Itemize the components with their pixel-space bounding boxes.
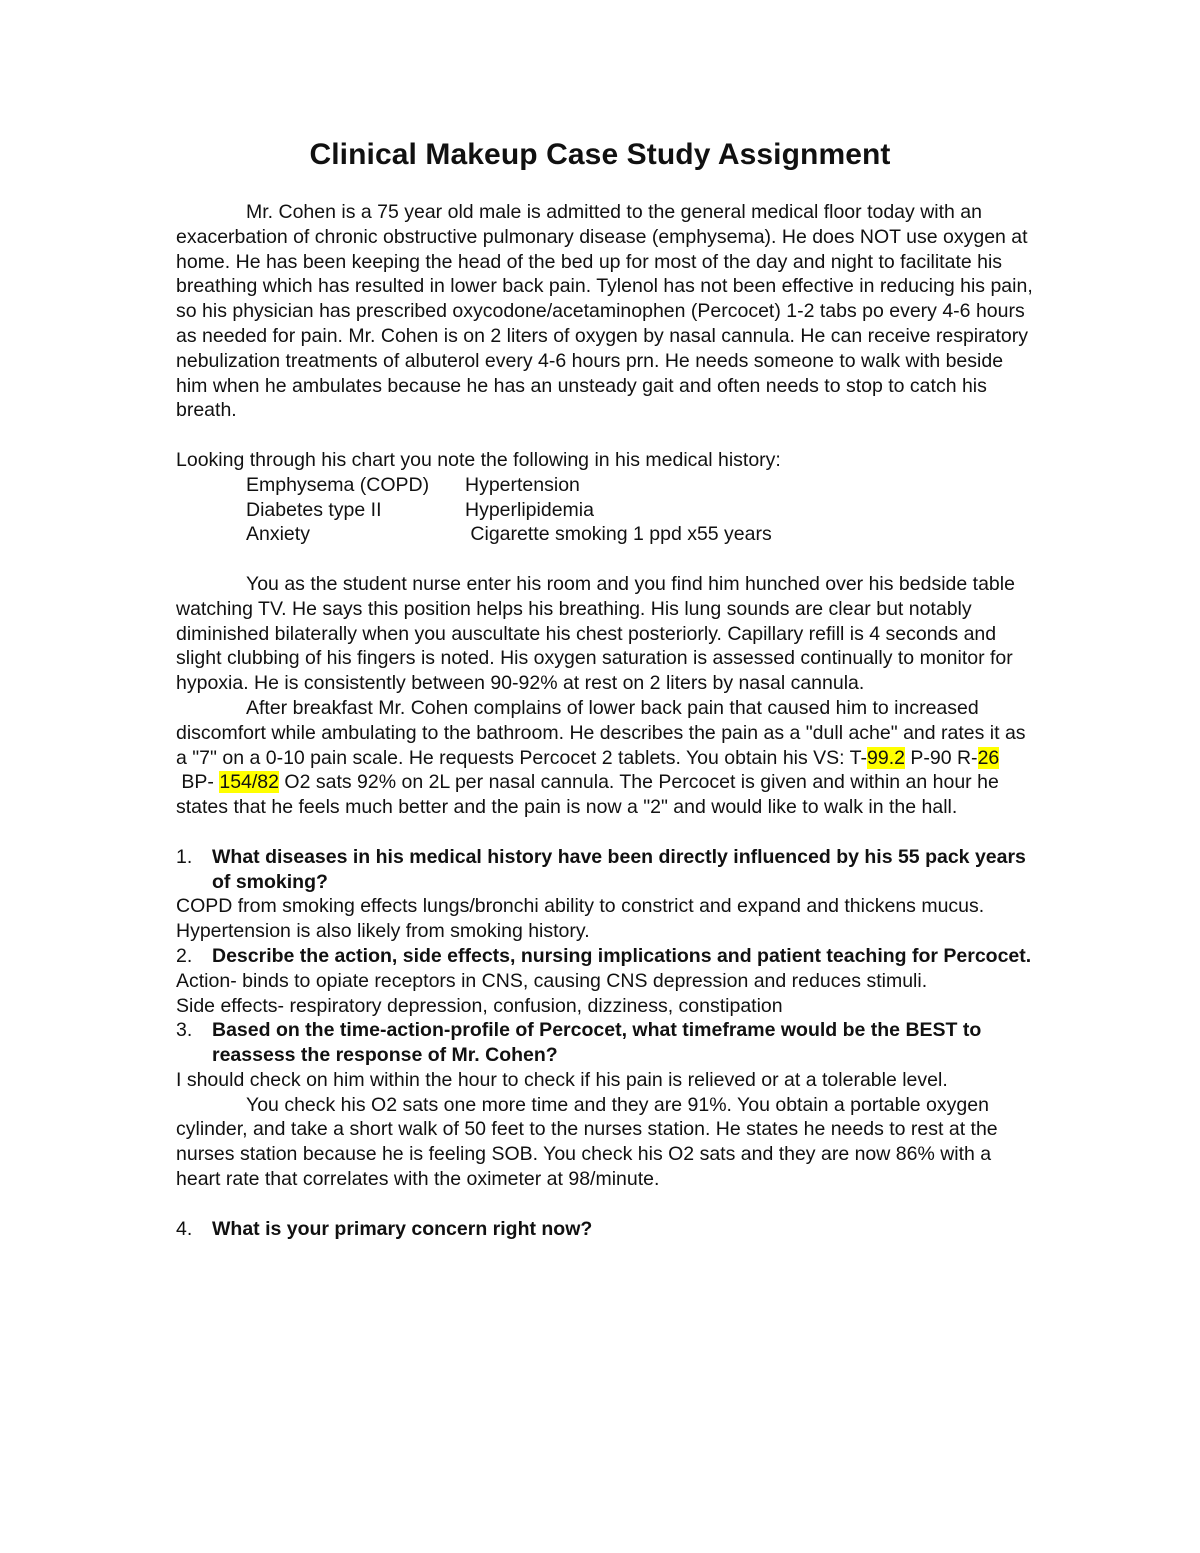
answer-3: I should check on him within the hour to check if his pain is relieved or at a tolerable level. — [176, 1068, 948, 1091]
history-item: Hypertension — [465, 473, 580, 496]
after-text-3: BP- — [176, 771, 220, 794]
question-text: What diseases in his medical history have been directly influenced by his 55 pack years of smoking? — [212, 845, 1026, 893]
question-number: 3. — [176, 1019, 193, 1042]
answer-1: COPD from smoking effects lungs/bronchi ability to constrict and expand and thickens mucus. Hypertension is also likely from smoking history. — [176, 895, 985, 943]
history-lead: Looking through his chart you note the following in his medical history: — [176, 448, 781, 471]
question-text: What is your primary concern right now? — [212, 1217, 593, 1240]
after-text-2: P-90 R- — [904, 746, 978, 769]
question-4 — [176, 1217, 1036, 1242]
question-number: 1. — [176, 845, 193, 868]
spacer — [176, 820, 1036, 845]
history-row — [176, 522, 1036, 547]
spacer — [176, 547, 1036, 572]
question-3 — [176, 1018, 1036, 1068]
question-text: Based on the time-action-profile of Percocet, what timeframe would be the BEST to reassess the response of Mr. Cohen? — [212, 1019, 982, 1067]
history-item: Anxiety — [246, 523, 310, 546]
temp-highlight: 99.2 — [867, 746, 905, 769]
history-row — [176, 498, 1036, 523]
after-text-1: After breakfast Mr. Cohen complains of lower back pain that caused him to increased discomfort while ambulating to the bathroom. He describes the pain as a "dull ache" and rates it as a "7" on a 0-10 pain scale. He requests Percocet 2 tablets. You obtain his VS: T- — [176, 696, 1026, 769]
walk-paragraph: You check his O2 sats one more time and they are 91%. You obtain a portable oxygen cylinder, and take a short walk of 50 feet to the nurses station. He states he needs to rest at the nurses station because he is feeling SOB. You check his O2 sats and they are now 86% with a heart rate that correlates with the oximeter at 98/minute. — [176, 1093, 998, 1191]
question-number: 4. — [176, 1217, 193, 1240]
spacer — [176, 1192, 1036, 1217]
history-item: Emphysema (COPD) — [246, 473, 430, 496]
answer-2-action: Action- binds to opiate receptors in CNS, causing CNS depression and reduces stimuli. — [176, 969, 928, 992]
question-1 — [176, 845, 1036, 895]
question-text: Describe the action, side effects, nursing implications and patient teaching for Percocet. — [212, 944, 1032, 967]
assessment-paragraph: You as the student nurse enter his room and you find him hunched over his bedside table watching TV. He says this position helps his breathing. His lung sounds are clear but notably diminished bilaterally when you auscultate his chest posteriorly. Capillary refill is 4 seconds and slight clubbing of his fingers is noted. His oxygen saturation is assessed continually to monitor for hypoxia. He is consistently between 90-92% at rest on 2 liters by nasal cannula. — [176, 572, 1015, 695]
bp-highlight: 154/82 — [219, 771, 279, 794]
history-row — [176, 473, 1036, 498]
history-item: Diabetes type II — [246, 498, 382, 521]
question-number: 2. — [176, 944, 193, 967]
answer-2-side-effects: Side effects- respiratory depression, confusion, dizziness, constipation — [176, 994, 783, 1017]
document-body — [176, 200, 1036, 1241]
after-breakfast-paragraph — [176, 696, 1036, 820]
page-title: Clinical Makeup Case Study Assignment — [309, 138, 891, 171]
history-item: Cigarette smoking 1 ppd x55 years — [465, 523, 772, 546]
after-text-4: O2 sats 92% on 2L per nasal cannula. The Percocet is given and within an hour he states that he feels much better and the pain is now a "2" and would like to walk in the hall. — [176, 771, 999, 819]
question-2 — [176, 944, 1036, 969]
history-item: Hyperlipidemia — [465, 498, 594, 521]
intro-paragraph: Mr. Cohen is a 75 year old male is admitted to the general medical floor today with an exacerbation of chronic obstructive pulmonary disease (emphysema). He does NOT use oxygen at home. He has been keeping the head of the bed up for most of the day and night to facilitate his breathing which has resulted in lower back pain. Tylenol has not been effective in reducing his pain, so his physician has prescribed oxycodone/acetaminophen (Percocet) 1-2 tabs po every 4-6 hours as needed for pain. Mr. Cohen is on 2 liters of oxygen by nasal cannula. He can receive respiratory nebulization treatments of albuterol every 4-6 hours prn. He needs someone to walk with beside him when he ambulates because he has an unsteady gait and often needs to stop to catch his breath. — [176, 201, 1033, 422]
spacer — [176, 423, 1036, 448]
resp-highlight: 26 — [977, 746, 1000, 769]
